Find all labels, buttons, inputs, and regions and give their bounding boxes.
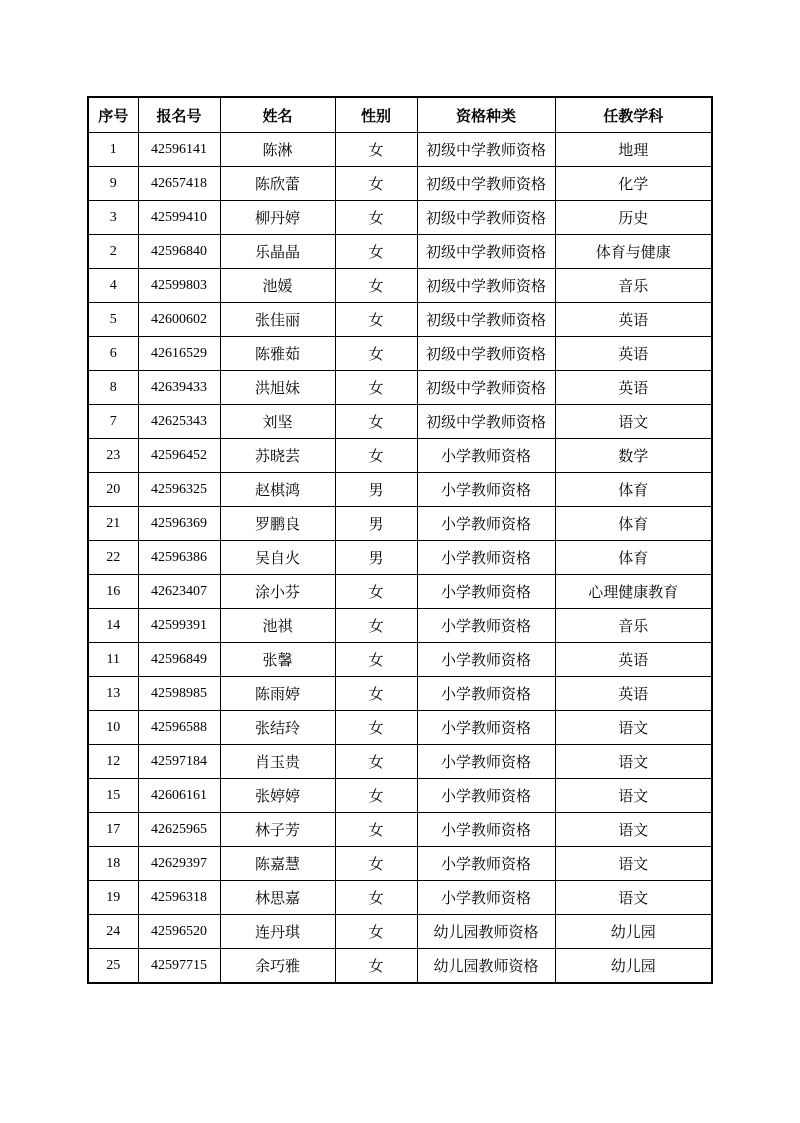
name-cell: 肖玉贵 (220, 745, 335, 779)
table-row (88, 133, 712, 167)
teaching-subject-cell: 语文 (555, 405, 712, 439)
teaching-subject-cell: 语文 (555, 813, 712, 847)
teaching-subject-cell: 体育与健康 (555, 235, 712, 269)
qualification-type-cell: 幼儿园教师资格 (417, 949, 555, 984)
gender-cell: 女 (335, 745, 417, 779)
table-row (88, 711, 712, 745)
gender-cell: 女 (335, 575, 417, 609)
table-header (88, 97, 712, 133)
serial-number-cell: 3 (88, 201, 138, 235)
qualification-type-cell: 小学教师资格 (417, 575, 555, 609)
registration-number-cell: 42597184 (138, 745, 220, 779)
table-row (88, 235, 712, 269)
serial-number-cell: 4 (88, 269, 138, 303)
serial-number-cell: 14 (88, 609, 138, 643)
teaching-subject-cell: 语文 (555, 847, 712, 881)
registration-number-cell: 42598985 (138, 677, 220, 711)
gender-cell: 女 (335, 847, 417, 881)
gender-cell: 女 (335, 133, 417, 167)
registration-number-cell: 42596141 (138, 133, 220, 167)
gender-cell: 女 (335, 269, 417, 303)
qualification-type-cell: 小学教师资格 (417, 541, 555, 575)
name-cell: 连丹琪 (220, 915, 335, 949)
teaching-subject-cell: 心理健康教育 (555, 575, 712, 609)
registration-number-cell: 42606161 (138, 779, 220, 813)
serial-number-cell: 11 (88, 643, 138, 677)
name-cell: 苏晓芸 (220, 439, 335, 473)
header-name: 姓名 (220, 97, 335, 133)
serial-number-cell: 21 (88, 507, 138, 541)
table-row (88, 269, 712, 303)
teaching-subject-cell: 体育 (555, 507, 712, 541)
teaching-subject-cell: 体育 (555, 473, 712, 507)
qualification-type-cell: 初级中学教师资格 (417, 201, 555, 235)
gender-cell: 男 (335, 473, 417, 507)
teaching-subject-cell: 英语 (555, 643, 712, 677)
registration-number-cell: 42629397 (138, 847, 220, 881)
qualification-type-cell: 初级中学教师资格 (417, 303, 555, 337)
registration-number-cell: 42600602 (138, 303, 220, 337)
gender-cell: 女 (335, 711, 417, 745)
teaching-subject-cell: 幼儿园 (555, 915, 712, 949)
qualification-type-cell: 小学教师资格 (417, 711, 555, 745)
qualification-type-cell: 初级中学教师资格 (417, 269, 555, 303)
gender-cell: 女 (335, 405, 417, 439)
table-row (88, 167, 712, 201)
table-row (88, 677, 712, 711)
registration-number-cell: 42596520 (138, 915, 220, 949)
registration-number-cell: 42596452 (138, 439, 220, 473)
header-gender: 性别 (335, 97, 417, 133)
teaching-subject-cell: 历史 (555, 201, 712, 235)
table-row (88, 813, 712, 847)
registration-number-cell: 42596369 (138, 507, 220, 541)
qualification-type-cell: 小学教师资格 (417, 473, 555, 507)
name-cell: 陈欣蕾 (220, 167, 335, 201)
gender-cell: 女 (335, 813, 417, 847)
teaching-subject-cell: 地理 (555, 133, 712, 167)
serial-number-cell: 17 (88, 813, 138, 847)
table-row (88, 609, 712, 643)
registration-number-cell: 42596588 (138, 711, 220, 745)
qualification-type-cell: 初级中学教师资格 (417, 235, 555, 269)
name-cell: 张佳丽 (220, 303, 335, 337)
name-cell: 涂小芬 (220, 575, 335, 609)
serial-number-cell: 25 (88, 949, 138, 984)
gender-cell: 女 (335, 439, 417, 473)
teaching-subject-cell: 音乐 (555, 609, 712, 643)
teaching-subject-cell: 英语 (555, 303, 712, 337)
name-cell: 洪旭妹 (220, 371, 335, 405)
teaching-subject-cell: 语文 (555, 745, 712, 779)
qualification-type-cell: 小学教师资格 (417, 677, 555, 711)
serial-number-cell: 15 (88, 779, 138, 813)
qualification-type-cell: 初级中学教师资格 (417, 133, 555, 167)
name-cell: 陈雨婷 (220, 677, 335, 711)
gender-cell: 女 (335, 235, 417, 269)
gender-cell: 女 (335, 201, 417, 235)
table-row (88, 541, 712, 575)
gender-cell: 女 (335, 609, 417, 643)
registration-number-cell: 42596386 (138, 541, 220, 575)
serial-number-cell: 10 (88, 711, 138, 745)
table-body (88, 133, 712, 984)
name-cell: 赵棋鸿 (220, 473, 335, 507)
candidate-table (87, 96, 713, 984)
gender-cell: 男 (335, 541, 417, 575)
header-row (88, 97, 712, 133)
name-cell: 吴自火 (220, 541, 335, 575)
table-row (88, 473, 712, 507)
registration-number-cell: 42599391 (138, 609, 220, 643)
gender-cell: 女 (335, 167, 417, 201)
teaching-subject-cell: 英语 (555, 677, 712, 711)
teaching-subject-cell: 音乐 (555, 269, 712, 303)
registration-number-cell: 42596325 (138, 473, 220, 507)
registration-number-cell: 42596849 (138, 643, 220, 677)
table-row (88, 881, 712, 915)
table-row (88, 405, 712, 439)
registration-number-cell: 42596318 (138, 881, 220, 915)
qualification-type-cell: 小学教师资格 (417, 507, 555, 541)
gender-cell: 女 (335, 337, 417, 371)
table-row (88, 745, 712, 779)
table-row (88, 915, 712, 949)
serial-number-cell: 20 (88, 473, 138, 507)
registration-number-cell: 42625965 (138, 813, 220, 847)
name-cell: 张结玲 (220, 711, 335, 745)
table-row (88, 779, 712, 813)
table-row (88, 371, 712, 405)
header-registration-number: 报名号 (138, 97, 220, 133)
teaching-subject-cell: 化学 (555, 167, 712, 201)
serial-number-cell: 6 (88, 337, 138, 371)
header-teaching-subject: 任教学科 (555, 97, 712, 133)
registration-number-cell: 42625343 (138, 405, 220, 439)
header-serial-number: 序号 (88, 97, 138, 133)
serial-number-cell: 22 (88, 541, 138, 575)
name-cell: 林思嘉 (220, 881, 335, 915)
gender-cell: 女 (335, 915, 417, 949)
table-row (88, 201, 712, 235)
registration-number-cell: 42596840 (138, 235, 220, 269)
teaching-subject-cell: 体育 (555, 541, 712, 575)
serial-number-cell: 2 (88, 235, 138, 269)
gender-cell: 女 (335, 303, 417, 337)
name-cell: 张婷婷 (220, 779, 335, 813)
gender-cell: 女 (335, 677, 417, 711)
serial-number-cell: 16 (88, 575, 138, 609)
serial-number-cell: 19 (88, 881, 138, 915)
table-row (88, 439, 712, 473)
table-row (88, 847, 712, 881)
gender-cell: 女 (335, 371, 417, 405)
registration-number-cell: 42599803 (138, 269, 220, 303)
teaching-subject-cell: 语文 (555, 779, 712, 813)
qualification-type-cell: 初级中学教师资格 (417, 337, 555, 371)
serial-number-cell: 18 (88, 847, 138, 881)
name-cell: 池媛 (220, 269, 335, 303)
qualification-type-cell: 初级中学教师资格 (417, 167, 555, 201)
serial-number-cell: 24 (88, 915, 138, 949)
serial-number-cell: 8 (88, 371, 138, 405)
registration-number-cell: 42599410 (138, 201, 220, 235)
teaching-subject-cell: 语文 (555, 881, 712, 915)
gender-cell: 女 (335, 643, 417, 677)
qualification-type-cell: 小学教师资格 (417, 609, 555, 643)
name-cell: 陈嘉慧 (220, 847, 335, 881)
qualification-type-cell: 小学教师资格 (417, 847, 555, 881)
gender-cell: 女 (335, 881, 417, 915)
teaching-subject-cell: 幼儿园 (555, 949, 712, 984)
table-row (88, 507, 712, 541)
registration-number-cell: 42623407 (138, 575, 220, 609)
qualification-type-cell: 小学教师资格 (417, 643, 555, 677)
table-row (88, 337, 712, 371)
teaching-subject-cell: 英语 (555, 337, 712, 371)
name-cell: 刘坚 (220, 405, 335, 439)
registration-number-cell: 42597715 (138, 949, 220, 984)
qualification-type-cell: 小学教师资格 (417, 779, 555, 813)
qualification-type-cell: 初级中学教师资格 (417, 371, 555, 405)
gender-cell: 女 (335, 949, 417, 984)
serial-number-cell: 9 (88, 167, 138, 201)
name-cell: 林子芳 (220, 813, 335, 847)
registration-number-cell: 42657418 (138, 167, 220, 201)
serial-number-cell: 23 (88, 439, 138, 473)
table-row (88, 949, 712, 984)
registration-number-cell: 42616529 (138, 337, 220, 371)
teaching-subject-cell: 英语 (555, 371, 712, 405)
name-cell: 乐晶晶 (220, 235, 335, 269)
serial-number-cell: 12 (88, 745, 138, 779)
qualification-type-cell: 幼儿园教师资格 (417, 915, 555, 949)
header-qualification-type: 资格种类 (417, 97, 555, 133)
table-row (88, 643, 712, 677)
serial-number-cell: 1 (88, 133, 138, 167)
name-cell: 池祺 (220, 609, 335, 643)
serial-number-cell: 7 (88, 405, 138, 439)
teaching-subject-cell: 数学 (555, 439, 712, 473)
registration-number-cell: 42639433 (138, 371, 220, 405)
table-row (88, 303, 712, 337)
gender-cell: 男 (335, 507, 417, 541)
serial-number-cell: 13 (88, 677, 138, 711)
qualification-type-cell: 小学教师资格 (417, 745, 555, 779)
qualification-type-cell: 小学教师资格 (417, 813, 555, 847)
serial-number-cell: 5 (88, 303, 138, 337)
name-cell: 柳丹婷 (220, 201, 335, 235)
qualification-type-cell: 小学教师资格 (417, 881, 555, 915)
name-cell: 余巧雅 (220, 949, 335, 984)
qualification-type-cell: 初级中学教师资格 (417, 405, 555, 439)
table-row (88, 575, 712, 609)
gender-cell: 女 (335, 779, 417, 813)
name-cell: 张馨 (220, 643, 335, 677)
name-cell: 陈雅茹 (220, 337, 335, 371)
teaching-subject-cell: 语文 (555, 711, 712, 745)
name-cell: 陈淋 (220, 133, 335, 167)
name-cell: 罗鹏良 (220, 507, 335, 541)
qualification-type-cell: 小学教师资格 (417, 439, 555, 473)
